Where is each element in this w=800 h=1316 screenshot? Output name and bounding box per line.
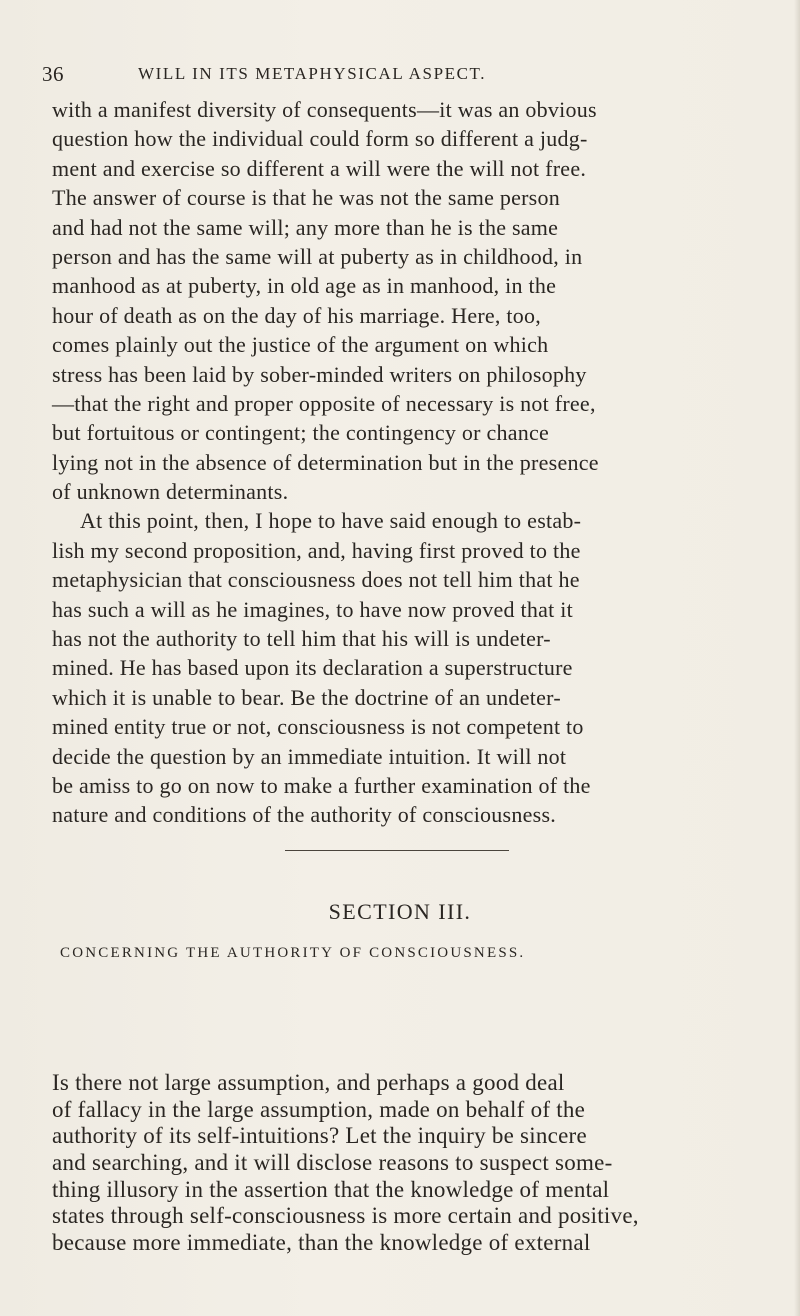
text-line: The answer of course is that he was not the same person bbox=[52, 185, 560, 211]
page-header bbox=[40, 62, 770, 92]
section-title: SECTION III. bbox=[328, 899, 472, 924]
text-line: of unknown determinants. bbox=[52, 479, 289, 505]
running-head: WILL IN ITS METAPHYSICAL ASPECT. bbox=[138, 64, 487, 83]
text-line: with a manifest diversity of consequents—it was an obvious bbox=[52, 97, 597, 122]
text-line: Is there not large assumption, and perhaps a good deal bbox=[52, 1070, 565, 1095]
text-line: hour of death as on the day of his marriage. Here, too, bbox=[52, 302, 542, 328]
text-line: but fortuitous or contingent; the contingency or chance bbox=[52, 420, 549, 446]
text-line: manhood as at puberty, in old age as in manhood, in the bbox=[52, 273, 557, 299]
paragraph bbox=[52, 506, 772, 829]
section-subtitle: CONCERNING THE AUTHORITY OF CONSCIOUSNESS. bbox=[60, 945, 526, 961]
text-line: lying not in the absence of determination but in the presence bbox=[52, 449, 599, 475]
paragraph bbox=[52, 95, 772, 506]
text-line: At this point, then, I hope to have said enough to estab- bbox=[80, 508, 582, 534]
text-line: decide the question by an immediate intuition. It will not bbox=[52, 743, 567, 769]
paragraph bbox=[52, 1070, 772, 1257]
text-line: and searching, and it will disclose reasons to suspect some- bbox=[52, 1150, 613, 1176]
text-line: has such a will as he imagines, to have now proved that it bbox=[52, 596, 573, 622]
text-line: which it is unable to bear. Be the doctrine of an undeter- bbox=[52, 684, 561, 710]
text-line: ment and exercise so different a will were the will not free. bbox=[52, 155, 587, 181]
text-line: and had not the same will; any more than he is the same bbox=[52, 214, 559, 240]
text-line: metaphysician that consciousness does not tell him that he bbox=[52, 567, 580, 593]
text-line: comes plainly out the justice of the argument on which bbox=[52, 332, 549, 358]
text-line: has not the authority to tell him that his will is undeter- bbox=[52, 626, 551, 652]
text-line: because more immediate, than the knowledge of external bbox=[52, 1230, 591, 1256]
text-line: be amiss to go on now to make a further examination of the bbox=[52, 772, 591, 798]
text-line: lish my second proposition, and, having first proved to the bbox=[52, 537, 581, 563]
text-line: question how the individual could form so different a judg- bbox=[52, 126, 588, 152]
text-line: person and has the same will at puberty as in childhood, in bbox=[52, 243, 583, 269]
main-text-block bbox=[52, 95, 772, 830]
text-line: nature and conditions of the authority of consciousness. bbox=[52, 802, 557, 828]
page-number: 36 bbox=[42, 62, 64, 86]
section-text-block bbox=[52, 1070, 772, 1257]
text-line: mined entity true or not, consciousness is not competent to bbox=[52, 714, 584, 740]
text-line: of fallacy in the large assumption, made on behalf of the bbox=[52, 1096, 586, 1122]
section-divider bbox=[285, 850, 509, 851]
text-line: stress has been laid by sober-minded writers on philosophy bbox=[52, 361, 587, 387]
text-line: thing illusory in the assertion that the knowledge of mental bbox=[52, 1176, 610, 1202]
text-line: authority of its self-intuitions? Let the inquiry be sincere bbox=[52, 1123, 587, 1149]
page-edge-shadow bbox=[794, 0, 800, 1316]
text-line: —that the right and proper opposite of necessary is not free, bbox=[52, 390, 596, 416]
text-line: states through self-consciousness is more certain and positive, bbox=[52, 1203, 639, 1229]
text-line: mined. He has based upon its declaration a superstructure bbox=[52, 655, 573, 681]
